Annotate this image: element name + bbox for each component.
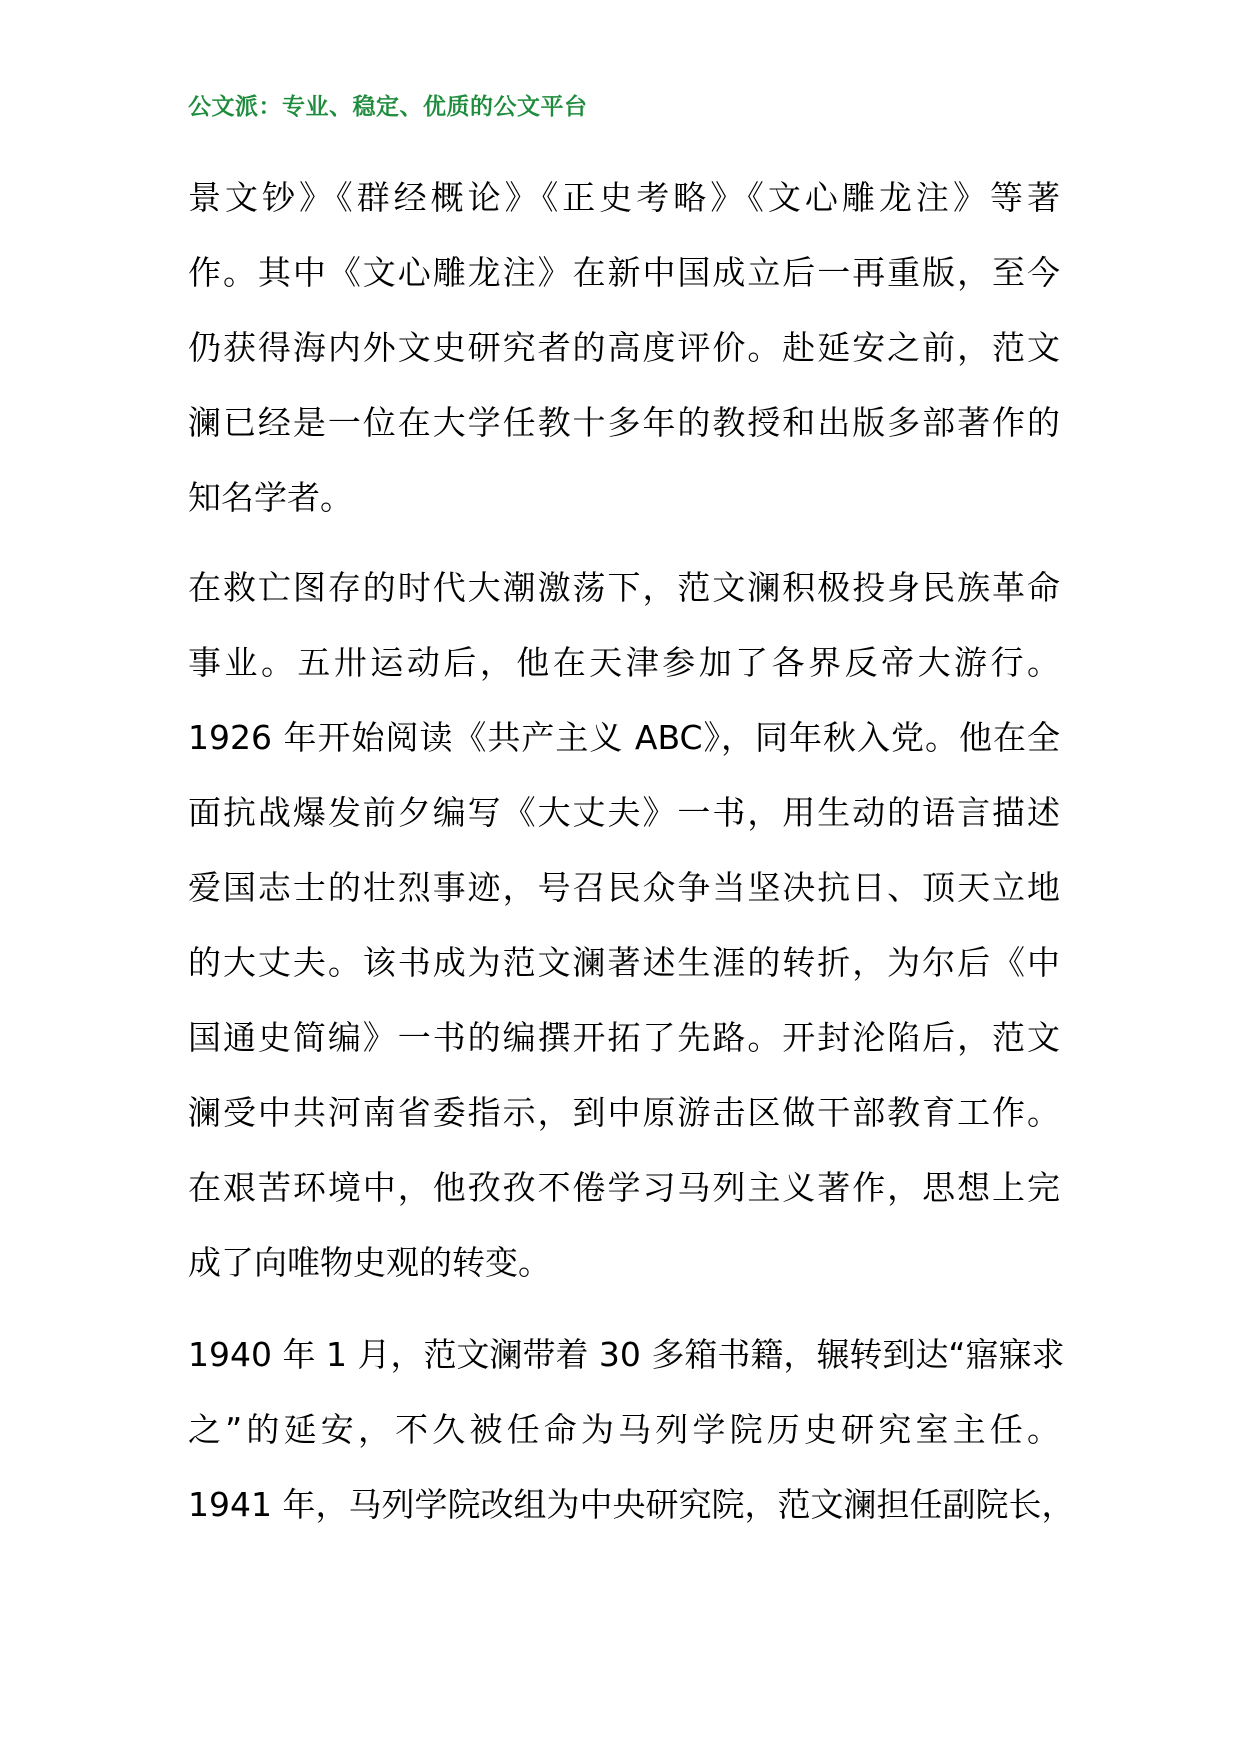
text-line: 国通史简编》一书的编撰开拓了先路。开封沦陷后，范文 xyxy=(188,1018,1060,1057)
text-line: 1941 年，马列学院改组为中央研究院，范文澜担任副院长， xyxy=(188,1485,1075,1524)
text-line: 在救亡图存的时代大潮激荡下，范文澜积极投身民族革命 xyxy=(188,568,1060,607)
text-line: 澜受中共河南省委指示，到中原游击区做干部教育工作。 xyxy=(188,1093,1060,1132)
text-line: 1940 年 1 月，范文澜带着 30 多箱书籍，辗转到达“寤寐求 xyxy=(188,1335,1065,1374)
paragraph-3 xyxy=(188,1317,1075,1542)
text-line: 作。其中《文心雕龙注》在新中国成立后一再重版，至今 xyxy=(188,253,1060,292)
text-line: 澜已经是一位在大学任教十多年的教授和出版多部著作的 xyxy=(188,403,1060,442)
text-line: 面抗战爆发前夕编写《大丈夫》一书，用生动的语言描述 xyxy=(188,793,1060,832)
paragraph-2 xyxy=(188,550,1060,1300)
text-line: 事业。五卅运动后，他在天津参加了各界反帝大游行。 xyxy=(188,643,1060,682)
text-line: 爱国志士的壮烈事迹，号召民众争当坚决抗日、顶天立地 xyxy=(188,868,1060,907)
text-line: 1926 年开始阅读《共产主义 ABC》，同年秋入党。他在全 xyxy=(188,718,1060,757)
text-line: 在艰苦环境中，他孜孜不倦学习马列主义著作，思想上完 xyxy=(188,1168,1060,1207)
paragraph-1 xyxy=(188,160,1060,535)
page-header: 公文派：专业、稳定、优质的公文平台 xyxy=(188,94,588,120)
text-line: 之”的延安，不久被任命为马列学院历史研究室主任。 xyxy=(188,1410,1060,1449)
text-line: 的大丈夫。该书成为范文澜著述生涯的转折，为尔后《中 xyxy=(188,943,1060,982)
text-line: 知名学者。 xyxy=(188,478,353,517)
text-line: 仍获得海内外文史研究者的高度评价。赴延安之前，范文 xyxy=(188,328,1060,367)
text-line: 景文钞》《群经概论》《正史考略》《文心雕龙注》等著 xyxy=(188,178,1060,217)
text-line: 成了向唯物史观的转变。 xyxy=(188,1243,551,1282)
